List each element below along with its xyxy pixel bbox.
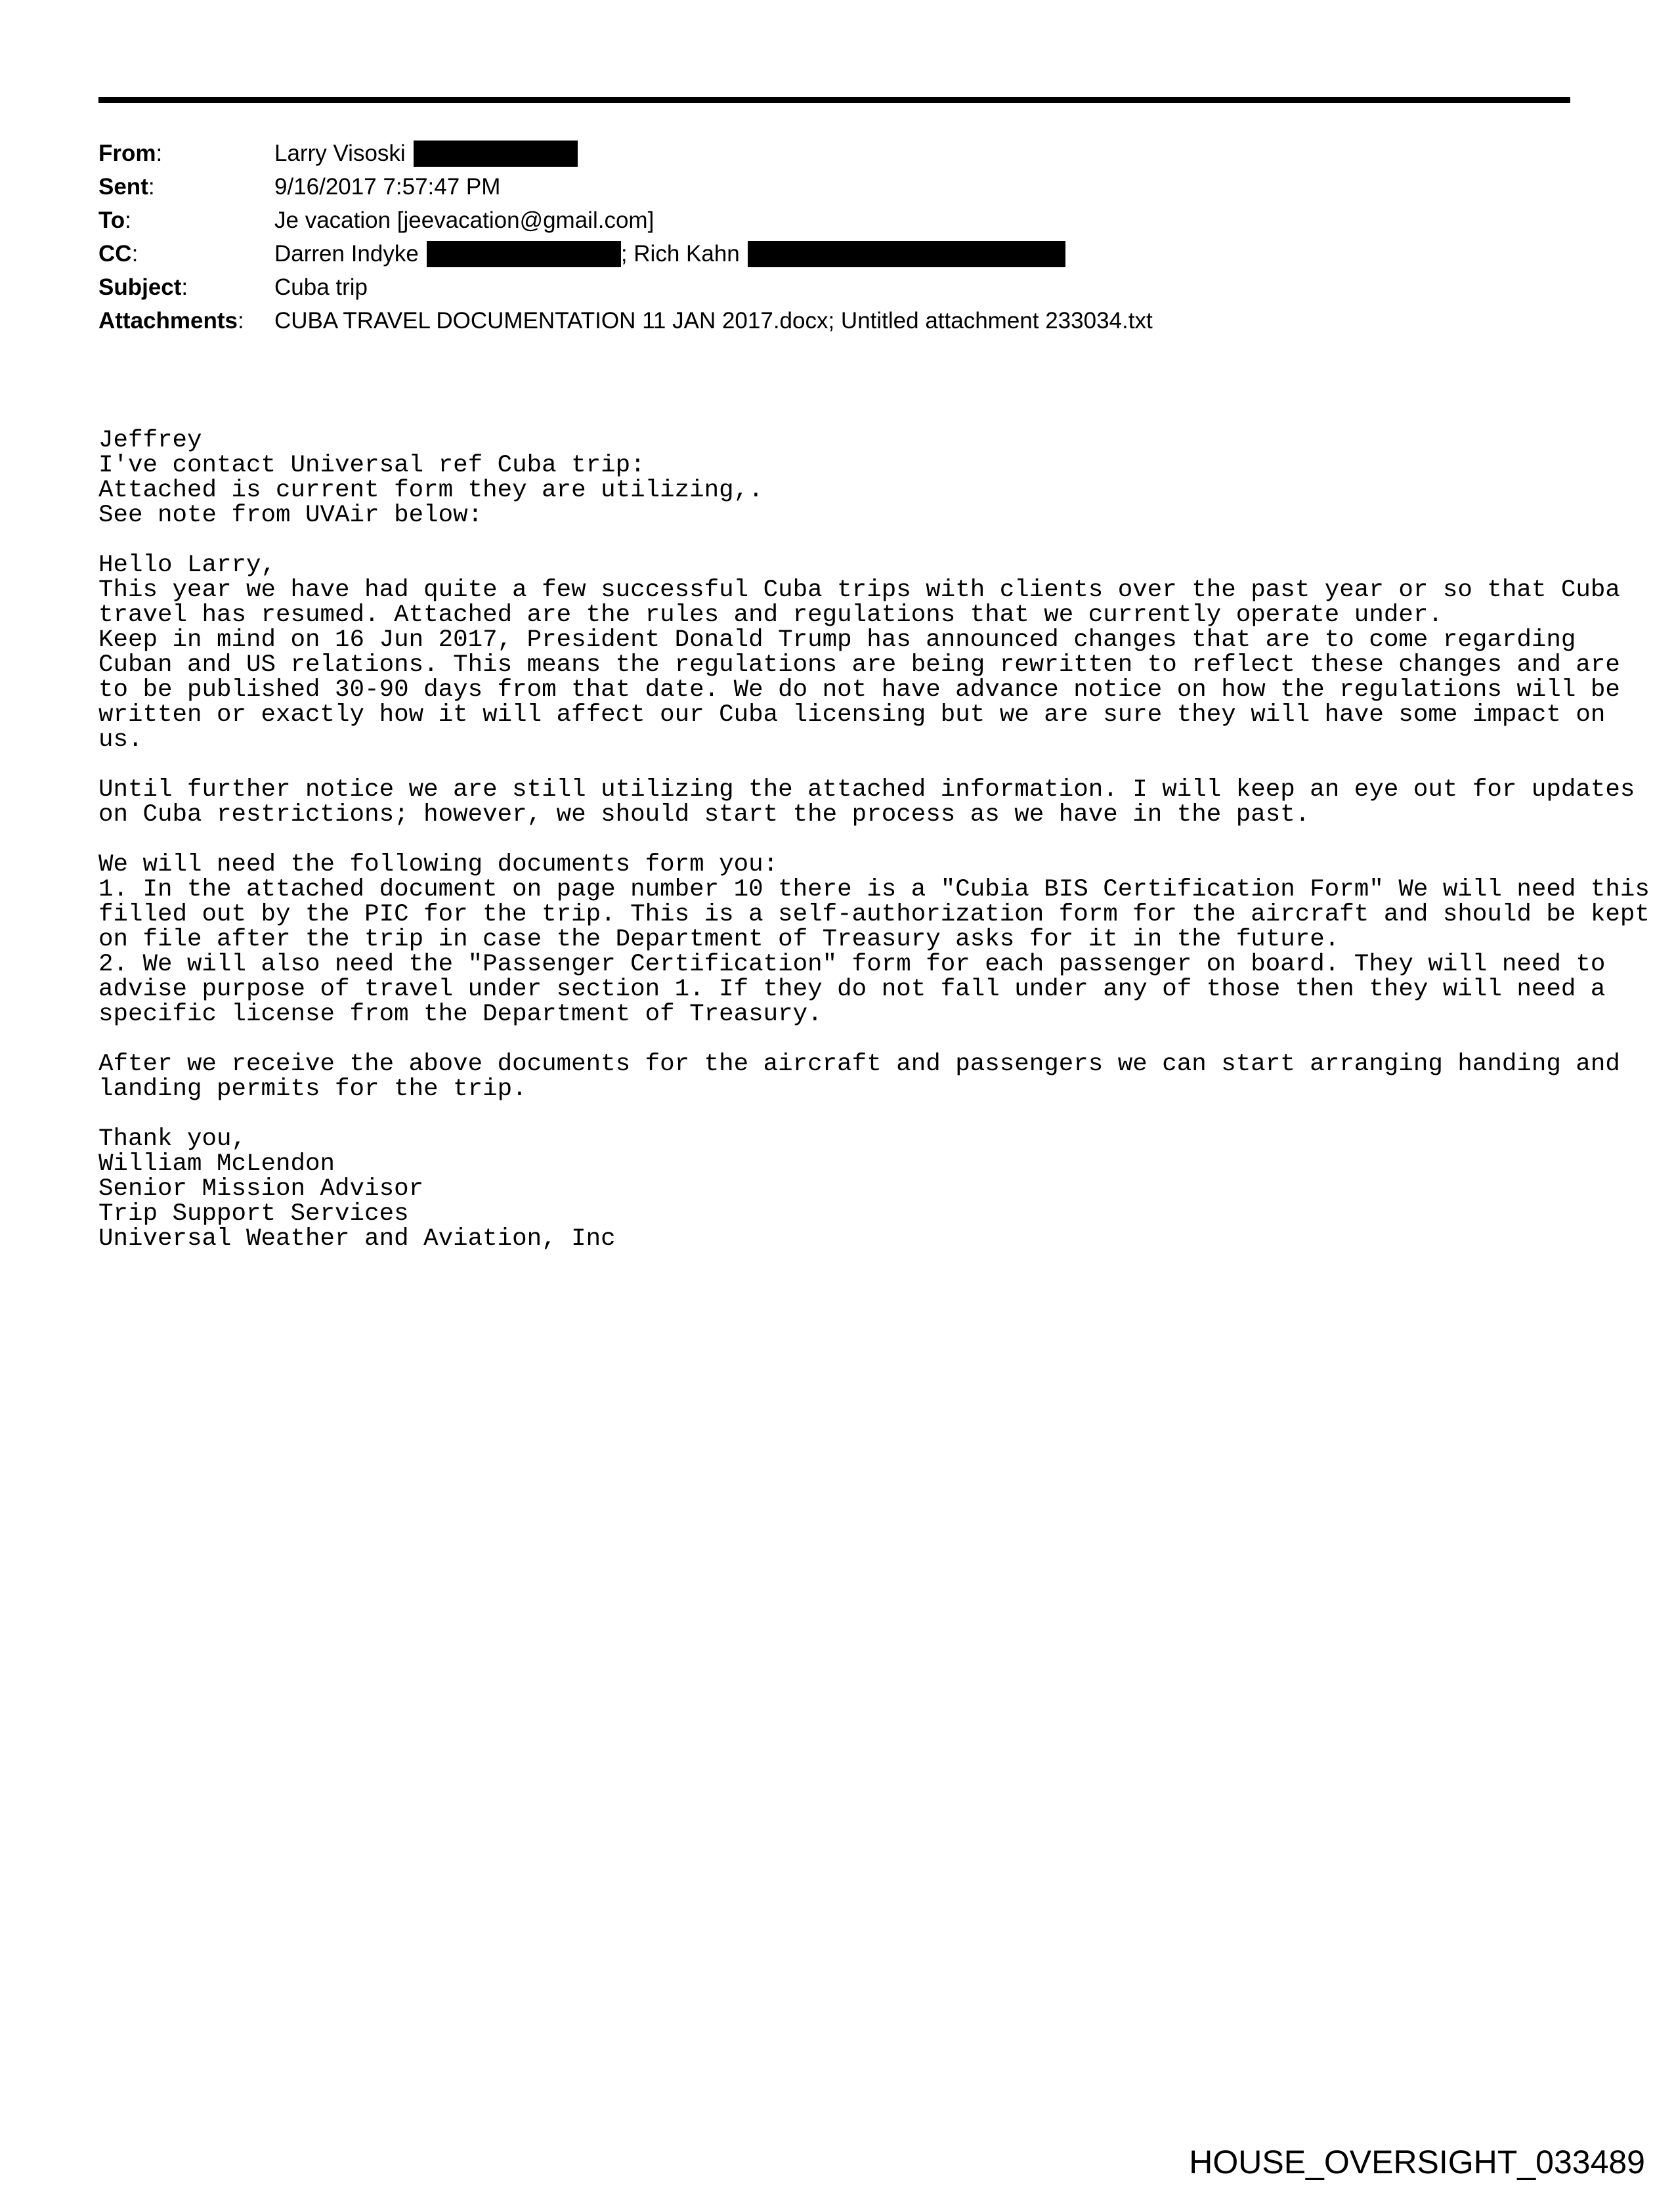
- from-label: From: [98, 141, 156, 166]
- redaction-box: [748, 241, 1065, 267]
- sent-value: 9/16/2017 7:57:47 PM: [274, 174, 501, 200]
- body-line: After we receive the above documents for the aircraft and passengers we can start arranging handing and: [98, 1051, 1620, 1078]
- body-line: I've contact Universal ref Cuba trip:: [98, 452, 645, 479]
- to-label: To: [98, 207, 125, 233]
- body-line: See note from UVAir below:: [98, 502, 483, 529]
- sent-row: Sent: 9/16/2017 7:57:47 PM: [98, 170, 1153, 204]
- cc-row: CC: Darren Indyke ; Rich Kahn: [98, 237, 1153, 271]
- to-value: Je vacation [jeevacation@gmail.com]: [274, 207, 655, 233]
- cc-name-1: Darren Indyke: [274, 241, 419, 267]
- signature-line: Senior Mission Advisor: [98, 1175, 424, 1203]
- body-line: to be published 30-90 days from that date. We do not have advance notice on how the regulations will be: [98, 676, 1620, 704]
- header-divider: [98, 97, 1570, 103]
- body-line: advise purpose of travel under section 1. If they do not fall under any of those then they will need a: [98, 976, 1606, 1003]
- bates-number: HOUSE_OVERSIGHT_033489: [1189, 2144, 1645, 2180]
- from-value: Larry Visoski: [274, 141, 406, 166]
- signature-line: Trip Support Services: [98, 1200, 409, 1228]
- body-line: on file after the trip in case the Department of Treasury asks for it in the future.: [98, 926, 1340, 953]
- body-line: Hello Larry,: [98, 552, 276, 579]
- permits-paragraph: [98, 1051, 1620, 1103]
- email-header: [98, 137, 1153, 337]
- email-body: [98, 427, 1650, 1276]
- attachments-row: Attachments: CUBA TRAVEL DOCUMENTATION 11 JAN 2017.docx; Untitled attachment 233034.txt: [98, 304, 1153, 337]
- attachments-value: CUBA TRAVEL DOCUMENTATION 11 JAN 2017.docx; Untitled attachment 233034.txt: [274, 308, 1153, 334]
- to-row: To: Je vacation [jeevacation@gmail.com]: [98, 204, 1153, 237]
- redaction-box: [414, 141, 578, 167]
- body-line: filled out by the PIC for the trip. This is a self-authorization form for the aircraft and should be kept: [98, 901, 1650, 928]
- body-line: We will need the following documents form you:: [98, 851, 779, 878]
- body-line: written or exactly how it will affect our Cuba licensing but we are sure they will have some impact on: [98, 701, 1606, 729]
- subject-label: Subject: [98, 274, 182, 300]
- intro-paragraph: [98, 428, 1608, 528]
- body-line: Attached is current form they are utilizing,.: [98, 477, 763, 504]
- body-line: us.: [98, 726, 143, 754]
- signature-line: Thank you,: [98, 1125, 247, 1153]
- body-line: Cuban and US relations. This means the regulations are being rewritten to reflect these changes and are: [98, 651, 1620, 679]
- subject-value: Cuba trip: [274, 274, 368, 300]
- redaction-box: [427, 241, 621, 267]
- body-line: 2. We will also need the "Passenger Certification" form for each passenger on board. They will need to: [98, 951, 1606, 978]
- body-line: travel has resumed. Attached are the rules and regulations that we currently operate under.: [98, 601, 1443, 629]
- body-line: 1. In the attached document on page number 10 there is a "Cubia BIS Certification Form" We will need this: [98, 876, 1650, 903]
- notice-paragraph: [98, 776, 1635, 829]
- signature-block: [98, 1127, 1608, 1251]
- body-line: Jeffrey: [98, 427, 202, 454]
- signature-line: William McLendon: [98, 1150, 335, 1178]
- body-line: landing permits for the trip.: [98, 1075, 527, 1103]
- subject-row: Subject: Cuba trip: [98, 271, 1153, 304]
- sent-label: Sent: [98, 174, 148, 200]
- body-line: Keep in mind on 16 Jun 2017, President Donald Trump has announced changes that are to come regarding: [98, 626, 1576, 654]
- body-line: Until further notice we are still utilizing the attached information. I will keep an eye out for updates: [98, 776, 1635, 804]
- attachments-label: Attachments: [98, 308, 238, 334]
- signature-line: Universal Weather and Aviation, Inc: [98, 1225, 616, 1253]
- body-line: on Cuba restrictions; however, we should start the process as we have in the past.: [98, 801, 1310, 829]
- body-line: This year we have had quite a few successful Cuba trips with clients over the past year or so that Cuba: [98, 576, 1620, 604]
- body-line: specific license from the Department of Treasury.: [98, 1001, 823, 1028]
- documents-paragraph: [98, 851, 1650, 1028]
- greeting-paragraph: [98, 552, 1620, 754]
- from-row: From: Larry Visoski: [98, 137, 1153, 170]
- cc-label: CC: [98, 241, 132, 267]
- cc-name-2: ; Rich Kahn: [620, 241, 740, 267]
